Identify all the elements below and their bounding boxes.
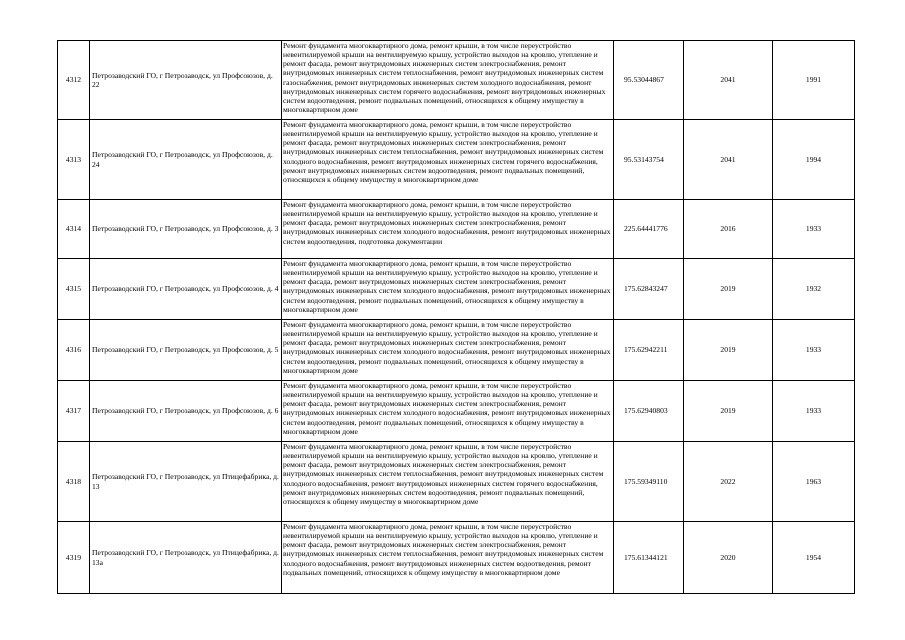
cost-cell: 225.64441776 [614,200,684,259]
cost-cell: 175.62942211 [614,320,684,381]
build-year-cell: 1994 [773,120,855,200]
address-cell: Петрозаводский ГО, г Петрозаводск, ул Птицефабрика, д. 13 [90,442,282,522]
works-cell: Ремонт фундамента многоквартирного дома, ремонт крыши, в том числе переустройство невентилируемой крыши на вентилируемую крышу, устройство выходов на кровлю, утепление и ремонт фасада, ремонт внутридомовых инженерных систем электроснабжения, ремонт внутридомовых инженерных систем теплоснабжения, ремонт внутридомовых инженерных систем холодного водоснабжения, ремонт внутридомовых инженерных систем горячего водоснабжения, ремонт внутридомовых инженерных систем водоотведения, ремонт подвальных помещений, относящихся к общему имуществу в многоквартирном доме [282,120,614,200]
works-cell: Ремонт фундамента многоквартирного дома, ремонт крыши, в том числе переустройство невентилируемой крыши на вентилируемую крышу, устройство выходов на кровлю, утепление и ремонт фасада, ремонт внутридомовых инженерных систем электроснабжения, ремонт внутридомовых инженерных систем теплоснабжения, ремонт внутридомовых инженерных систем газоснабжения, ремонт внутридомовых инженерных систем холодного водоснабжения, ремонт внутридомовых инженерных систем горячего водоснабжения, ремонт внутридомовых инженерных систем водоотведения, ремонт подвальных помещений, относящихся к общему имуществу в многоквартирном доме [282,41,614,120]
address-cell: Петрозаводский ГО, г Петрозаводск, ул Профсоюзов, д. 5 [90,320,282,381]
table-row [58,522,855,594]
works-cell: Ремонт фундамента многоквартирного дома, ремонт крыши, в том числе переустройство невентилируемой крыши на вентилируемую крышу, устройство выходов на кровлю, утепление и ремонт фасада, ремонт внутридомовых инженерных систем электроснабжения, ремонт внутридомовых инженерных систем теплоснабжения, ремонт внутридомовых инженерных систем холодного водоснабжения, ремонт внутридомовых инженерных систем водоотведения, ремонт подвальных помещений, относящихся к общему имуществу в многоквартирном доме [282,522,614,594]
row-number: 4314 [58,200,90,259]
works-cell: Ремонт фундамента многоквартирного дома, ремонт крыши, в том числе переустройство невентилируемой крыши на вентилируемую крышу, устройство выходов на кровлю, утепление и ремонт фасада, ремонт внутридомовых инженерных систем электроснабжения, ремонт внутридомовых инженерных систем холодного водоснабжения, ремонт внутридомовых инженерных систем водоотведения, подготовка документации [282,200,614,259]
address-cell: Петрозаводский ГО, г Петрозаводск, ул Профсоюзов, д. 22 [90,41,282,120]
cost-cell: 175.62940803 [614,381,684,442]
build-year-cell: 1991 [773,41,855,120]
repair-year-cell: 2016 [684,200,773,259]
row-number: 4315 [58,259,90,320]
row-number: 4319 [58,522,90,594]
repair-year-cell: 2019 [684,259,773,320]
row-number: 4317 [58,381,90,442]
works-cell: Ремонт фундамента многоквартирного дома, ремонт крыши, в том числе переустройство невентилируемой крыши на вентилируемую крышу, устройство выходов на кровлю, утепление и ремонт фасада, ремонт внутридомовых инженерных систем электроснабжения, ремонт внутридомовых инженерных систем теплоснабжения, ремонт внутридомовых инженерных систем холодного водоснабжения, ремонт внутридомовых инженерных систем горячего водоснабжения, ремонт внутридомовых инженерных систем водоотведения, ремонт подвальных помещений, относящихся к общему имуществу в многоквартирном доме [282,442,614,522]
table-row [58,120,855,200]
table-row [58,320,855,381]
row-number: 4316 [58,320,90,381]
table-row [58,381,855,442]
row-number: 4318 [58,442,90,522]
cost-cell: 95.53143754 [614,120,684,200]
build-year-cell: 1932 [773,259,855,320]
repair-schedule-table [57,40,855,594]
address-cell: Петрозаводский ГО, г Петрозаводск, ул Профсоюзов, д. 4 [90,259,282,320]
build-year-cell: 1933 [773,381,855,442]
cost-cell: 175.62843247 [614,259,684,320]
works-cell: Ремонт фундамента многоквартирного дома, ремонт крыши, в том числе переустройство невентилируемой крыши на вентилируемую крышу, устройство выходов на кровлю, утепление и ремонт фасада, ремонт внутридомовых инженерных систем электроснабжения, ремонт внутридомовых инженерных систем холодного водоснабжения, ремонт внутридомовых инженерных систем водоотведения, ремонт подвальных помещений, относящихся к общему имуществу в многоквартирном доме [282,259,614,320]
table-row [58,259,855,320]
address-cell: Петрозаводский ГО, г Петрозаводск, ул Профсоюзов, д. 6 [90,381,282,442]
row-number: 4312 [58,41,90,120]
cost-cell: 175.59349110 [614,442,684,522]
address-cell: Петрозаводский ГО, г Петрозаводск, ул Профсоюзов, д. 24 [90,120,282,200]
build-year-cell: 1963 [773,442,855,522]
table-row [58,442,855,522]
build-year-cell: 1954 [773,522,855,594]
repair-year-cell: 2020 [684,522,773,594]
repair-year-cell: 2022 [684,442,773,522]
works-cell: Ремонт фундамента многоквартирного дома, ремонт крыши, в том числе переустройство невентилируемой крыши на вентилируемую крышу, устройство выходов на кровлю, утепление и ремонт фасада, ремонт внутридомовых инженерных систем электроснабжения, ремонт внутридомовых инженерных систем холодного водоснабжения, ремонт внутридомовых инженерных систем водоотведения, ремонт подвальных помещений, относящихся к общему имуществу в многоквартирном доме [282,381,614,442]
repair-year-cell: 2041 [684,41,773,120]
row-number: 4313 [58,120,90,200]
build-year-cell: 1933 [773,320,855,381]
address-cell: Петрозаводский ГО, г Петрозаводск, ул Профсоюзов, д. 3 [90,200,282,259]
works-cell: Ремонт фундамента многоквартирного дома, ремонт крыши, в том числе переустройство невентилируемой крыши на вентилируемую крышу, устройство выходов на кровлю, утепление и ремонт фасада, ремонт внутридомовых инженерных систем электроснабжения, ремонт внутридомовых инженерных систем холодного водоснабжения, ремонт внутридомовых инженерных систем водоотведения, ремонт подвальных помещений, относящихся к общему имуществу в многоквартирном доме [282,320,614,381]
repair-year-cell: 2019 [684,320,773,381]
table-row [58,41,855,120]
repair-year-cell: 2019 [684,381,773,442]
repair-year-cell: 2041 [684,120,773,200]
table-row [58,200,855,259]
address-cell: Петрозаводский ГО, г Петрозаводск, ул Птицефабрика, д. 13а [90,522,282,594]
cost-cell: 95.53044867 [614,41,684,120]
build-year-cell: 1933 [773,200,855,259]
cost-cell: 175.61344121 [614,522,684,594]
